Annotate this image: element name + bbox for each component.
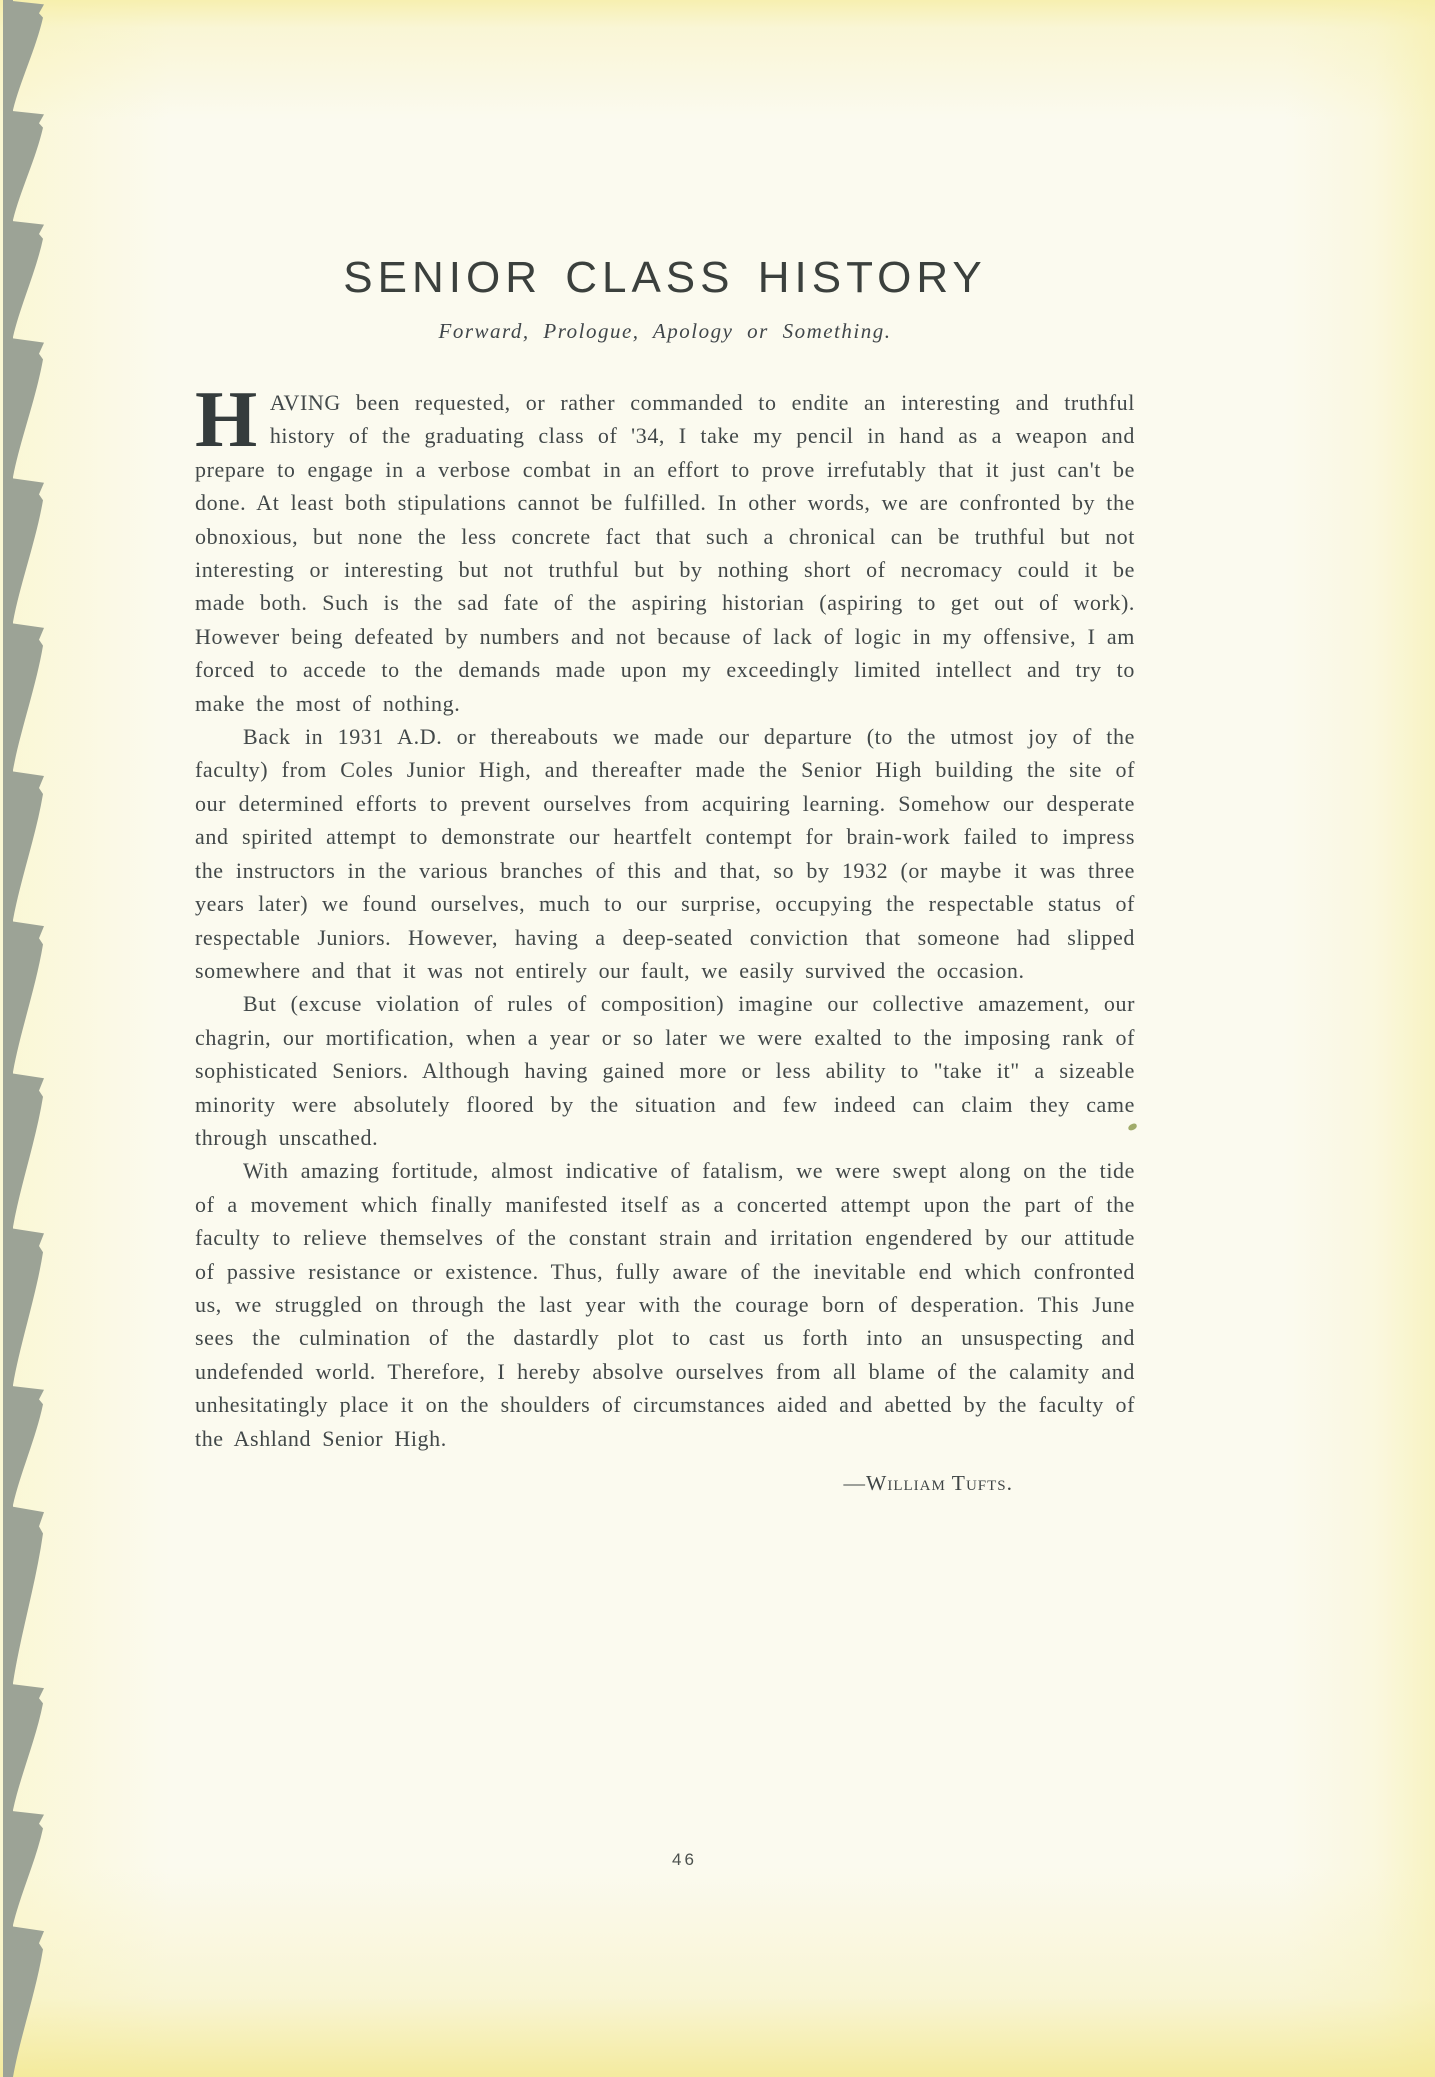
- page-subtitle: Forward, Prologue, Apology or Something.: [438, 319, 892, 343]
- article-body: [195, 376, 1135, 1455]
- paragraph: But (excuse violation of rules of composition) imagine our collective amazement, our chagrin, our mortification, when a year or so later we were exalted to the imposing rank of sophisticated Seniors. Although having gained more or less ability to "take it" a sizeable minority were absolutely floored by the situation and few indeed can claim they came through unscathed.: [195, 991, 1135, 1150]
- drop-cap: H: [195, 376, 258, 464]
- byline: —William Tufts.: [843, 1471, 1013, 1495]
- article-column: [195, 0, 1135, 1496]
- page-number: 46: [672, 1850, 697, 1869]
- paragraph: Back in 1931 A.D. or thereabouts we made our departure (to the utmost joy of the faculty) from Coles Junior High, and thereafter made the Senior High building the site of our determined efforts to prevent ourselves from acquiring learning. Somehow our desperate and spirited attempt to demonstrate our heartfelt contempt for brain-work failed to impress the instructors in the various branches of this and that, so by 1932 (or maybe it was three years later) we found ourselves, much to our surprise, occupying the respectable status of respectable Juniors. However, having a deep-seated conviction that someone had slipped somewhere and that it was not entirely our fault, we easily survived the occasion.: [195, 724, 1135, 983]
- opening-paragraph: [195, 376, 1135, 720]
- torn-paper-edge-decoration: [0, 0, 50, 2077]
- paragraph: With amazing fortitude, almost indicative of fatalism, we were swept along on the tide of a movement which finally manifested itself as a concerted attempt upon the part of the faculty to relieve themselves of the constant strain and irritation engendered by our attitude of passive resistance or existence. Thus, fully aware of the inevitable end which confronted us, we struggled on through the last year with the courage born of desperation. This June sees the culmination of the dastardly plot to cast us forth into an unsuspecting and undefended world. Therefore, I hereby absolve ourselves from all blame of the calamity and unhesitatingly place it on the shoulders of circumstances aided and abetted by the faculty of the Ashland Senior High.: [195, 1158, 1135, 1451]
- page-title: SENIOR CLASS HISTORY: [343, 253, 987, 302]
- opening-paragraph-text: AVING been requested, or rather commanded to endite an interesting and truthful history of the graduating class of '34, I take my pencil in hand as a weapon and prepare to engage in a verbose combat in an effort to prove irrefutably that it just can't be done. At least both stipulations cannot be fulfilled. In other words, we are confronted by the obnoxious, but none the less concrete fact that such a chronical can be truthful but not interesting or interesting but not truthful but by nothing short of necromacy could it be made both. Such is the sad fate of the aspiring historian (aspiring to get out of work). However being defeated by numbers and not because of lack of logic in my offensive, I am forced to accede to the demands made upon my exceedingly limited intellect and try to make the most of nothing.: [195, 390, 1135, 716]
